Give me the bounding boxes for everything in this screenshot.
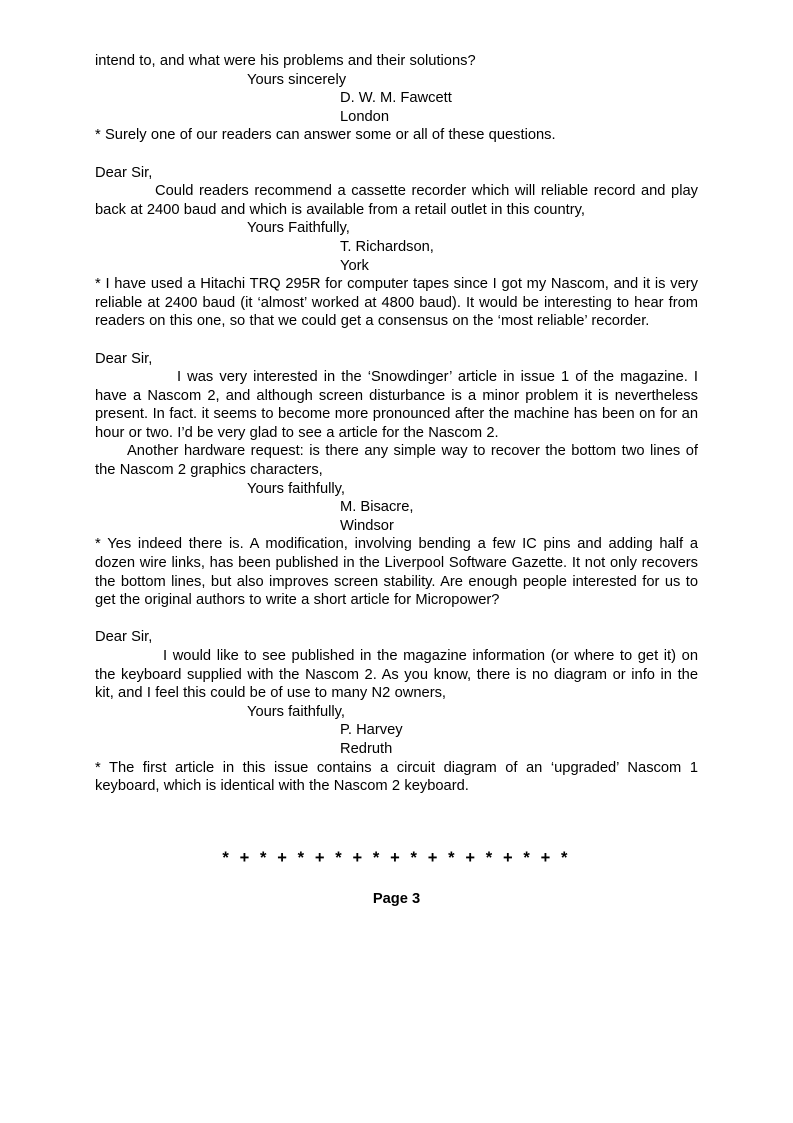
letter-body: Could readers recommend a cassette recorder which will reliable record and play back at 2400 baud and which is available from a retail outlet in this country, (95, 183, 698, 218)
letter-signature-name: T. Richardson, (340, 238, 434, 255)
letter-body: I was very interested in the ‘Snowdinger’ article in issue 1 of the magazine. I have a Nascom 2, and although screen disturbance is a minor problem it is nevertheless present. In fact. it seems to become more pronounced after the machine has been on for an hour or two. I’d be very glad to see a article for the Nascom 2. (95, 369, 698, 441)
paragraph-spacer (95, 610, 698, 629)
letter-closing: Yours faithfully, (247, 480, 345, 497)
letter-body: I would like to see published in the magazine information (or where to get it) on the keyboard supplied with the Nascom 2. As you know, there is no diagram or info in the kit, and I feel this could be of use to many N2 owners, (95, 648, 698, 702)
letter-signature-name: P. Harvey (340, 722, 403, 739)
letter-signature-place: Windsor (340, 517, 394, 534)
editor-reply: * The first article in this issue contains a circuit diagram of an ‘upgraded’ Nascom 1 keyboard, which is identical with the Nascom 2 keyboard. (95, 759, 698, 795)
letter-signature-place: Redruth (340, 740, 393, 757)
letter-body-continuation: intend to, and what were his problems and their solutions? (95, 53, 476, 69)
text-column (95, 52, 698, 909)
letter-signature-place: York (340, 257, 369, 274)
letter-salutation: Dear Sir, (95, 350, 153, 367)
letter-salutation: Dear Sir, (95, 629, 153, 646)
letter-signature-name: D. W. M. Fawcett (340, 90, 452, 107)
paragraph-spacer (95, 145, 698, 164)
letter-closing: Yours sincerely (247, 71, 347, 88)
page-number-footer: Page 3 (372, 890, 421, 907)
editor-reply: * Surely one of our readers can answer some or all of these questions. (95, 127, 556, 144)
decorative-separator: * + * + * + * + * + * + * + * + * + * (222, 848, 571, 867)
letter-closing: Yours faithfully, (247, 703, 345, 720)
editor-reply: * Yes indeed there is. A modification, involving bending a few IC pins and adding half a dozen wire links, has been published in the Liverpool Software Gazette. It not only recovers the bottom lines, but also improves screen stability. Are enough people interested for us to get the original authors to write a short article for Micropower? (95, 536, 698, 609)
letter-body-second: Another hardware request: is there any simple way to recover the bottom two lines of the Nascom 2 graphics characters, (95, 443, 698, 479)
letter-salutation: Dear Sir, (95, 164, 153, 181)
letter-signature-place: London (340, 108, 390, 125)
letter-signature-name: M. Bisacre, (340, 499, 414, 516)
paragraph-spacer (95, 331, 698, 350)
editor-reply: * I have used a Hitachi TRQ 295R for computer tapes since I got my Nascom, and it is very reliable at 2400 baud (it ‘almost’ worked at 4800 baud). It would be interesting to hear from readers on this one, so that we could get a consensus on the ‘most reliable’ recorder. (95, 276, 698, 330)
letter-closing: Yours Faithfully, (247, 220, 350, 237)
